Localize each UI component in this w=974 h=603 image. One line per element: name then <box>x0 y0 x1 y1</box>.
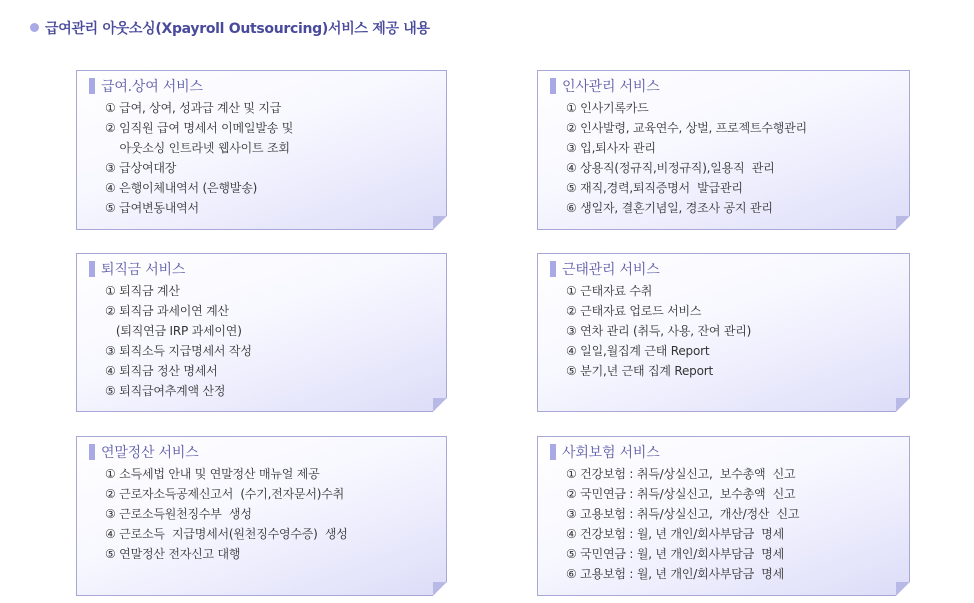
list-item: ③ 연차 관리 (취득, 사용, 잔여 관리) <box>566 324 752 338</box>
card-title <box>89 442 199 462</box>
list-item: ② 퇴직금 과세이연 계산 <box>105 304 229 318</box>
card-attendance-service <box>537 253 910 412</box>
list-item: ⑤ 재직,경력,퇴직증명서 발급관리 <box>566 181 743 195</box>
card-payroll-bonus-service <box>76 70 447 230</box>
list-item: 아웃소싱 인트라넷 웹사이트 조회 <box>105 141 290 155</box>
list-item: ④ 퇴직금 정산 명세서 <box>105 364 218 378</box>
list-item: ② 국민연금 : 취득/상실신고, 보수총액 신고 <box>566 487 796 501</box>
list-item: ⑤ 급여변동내역서 <box>105 201 199 215</box>
list-item: ② 임직원 급여 명세서 이메일발송 및 <box>105 121 294 135</box>
page-fold-icon <box>896 398 910 412</box>
card-social-insurance-service <box>537 436 910 596</box>
list-item: ① 인사기록카드 <box>566 101 649 115</box>
title-bar-icon <box>89 261 95 277</box>
card-title <box>550 76 660 96</box>
card-title-text: 퇴직금 서비스 <box>101 262 186 278</box>
card-title-text: 사회보험 서비스 <box>562 445 660 461</box>
list-item: ① 소득세법 안내 및 연말정산 매뉴얼 제공 <box>105 467 320 481</box>
list-item: ③ 입,퇴사자 관리 <box>566 141 656 155</box>
list-item: ② 근태자료 업로드 서비스 <box>566 304 702 318</box>
list-item: ③ 퇴직소득 지급명세서 작성 <box>105 344 252 358</box>
card-title <box>89 259 185 279</box>
title-bar-icon <box>89 444 95 460</box>
title-bar-icon <box>550 261 556 277</box>
card-hr-management-service <box>537 70 910 230</box>
page-fold-icon <box>896 216 910 230</box>
list-item: ④ 은행이체내역서 (은행발송) <box>105 181 258 195</box>
title-bar-icon <box>89 78 95 94</box>
list-item: ① 근태자료 수취 <box>566 284 653 298</box>
page-fold-icon <box>433 582 447 596</box>
card-severance-service <box>76 253 447 412</box>
list-item: ⑥ 생일자, 결혼기념일, 경조사 공지 관리 <box>566 201 773 215</box>
page-fold-icon <box>433 398 447 412</box>
card-title-text: 근태관리 서비스 <box>562 262 660 278</box>
list-item: ① 급여, 상여, 성과급 계산 및 지급 <box>105 101 282 115</box>
title-bar-icon <box>550 78 556 94</box>
list-item: ④ 근로소득 지급명세서(원천징수영수증) 생성 <box>105 527 348 541</box>
item-list <box>105 464 348 564</box>
list-item: ⑥ 고용보험 : 월, 년 개인/회사부담금 명세 <box>566 567 785 581</box>
list-item: ③ 근로소득원천징수부 생성 <box>105 507 252 521</box>
list-item: ④ 상용직(정규직,비정규직),일용직 관리 <box>566 161 775 175</box>
card-title <box>89 76 203 96</box>
item-list <box>566 281 751 381</box>
page-title-text: 급여관리 아웃소싱(Xpayroll Outsourcing)서비스 제공 내용 <box>45 21 430 37</box>
list-item: (퇴직연금 IRP 과세이연) <box>105 324 242 338</box>
card-title <box>550 442 660 462</box>
list-item: ⑤ 연말정산 전자신고 대행 <box>105 547 241 561</box>
list-item: ① 건강보험 : 취득/상실신고, 보수총액 신고 <box>566 467 796 481</box>
bullet-icon <box>30 23 39 32</box>
card-title-text: 급여.상여 서비스 <box>101 79 203 95</box>
list-item: ⑤ 국민연금 : 월, 년 개인/회사부담금 명세 <box>566 547 785 561</box>
list-item: ⑤ 분기,년 근태 집계 Report <box>566 364 713 378</box>
list-item: ⑤ 퇴직급여추계액 산정 <box>105 384 226 398</box>
list-item: ① 퇴직금 계산 <box>105 284 180 298</box>
card-title <box>550 259 660 279</box>
list-item: ③ 고용보험 : 취득/상실신고, 개산/정산 신고 <box>566 507 800 521</box>
page-title <box>30 18 430 38</box>
item-list <box>566 98 807 218</box>
list-item: ② 근로자소득공제신고서 (수기,전자문서)수취 <box>105 487 345 501</box>
card-title-text: 인사관리 서비스 <box>562 79 660 95</box>
item-list <box>105 281 252 401</box>
card-year-end-settlement-service <box>76 436 447 596</box>
page-fold-icon <box>896 582 910 596</box>
list-item: ④ 일일,월집계 근태 Report <box>566 344 710 358</box>
list-item: ② 인사발령, 교육연수, 상벌, 프로젝트수행관리 <box>566 121 807 135</box>
list-item: ③ 급상여대장 <box>105 161 177 175</box>
card-title-text: 연말정산 서비스 <box>101 445 199 461</box>
item-list <box>566 464 799 584</box>
list-item: ④ 건강보험 : 월, 년 개인/회사부담금 명세 <box>566 527 785 541</box>
page-fold-icon <box>433 216 447 230</box>
title-bar-icon <box>550 444 556 460</box>
item-list <box>105 98 293 218</box>
